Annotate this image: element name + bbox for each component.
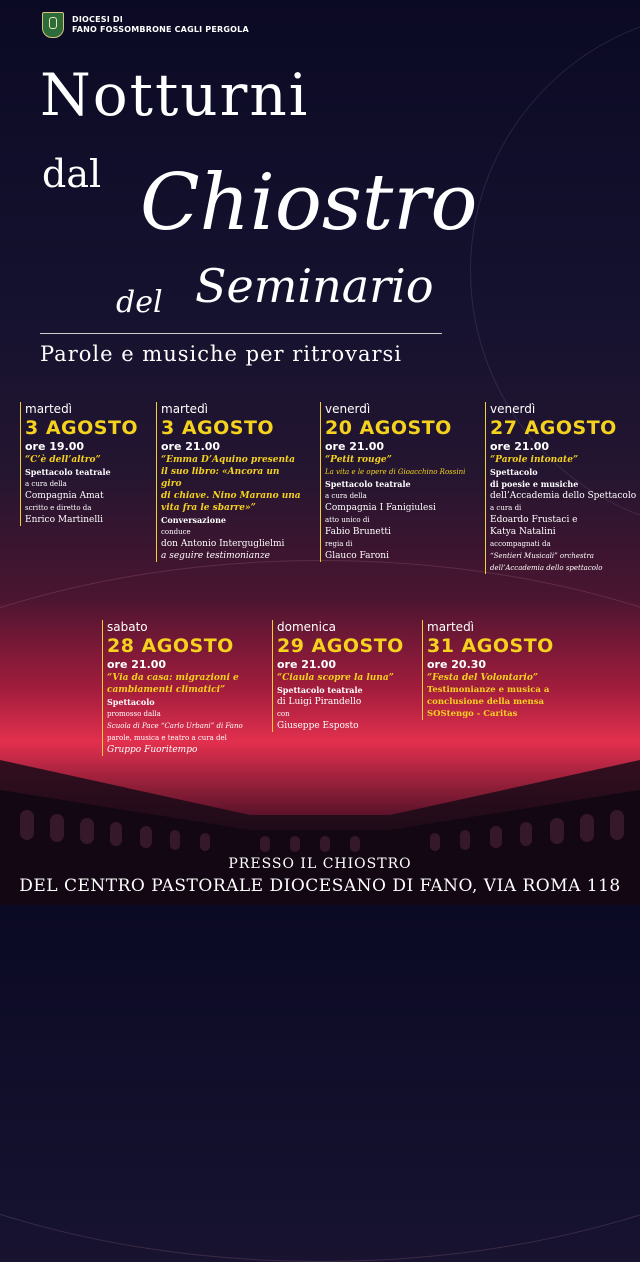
diocese-crest-icon	[42, 12, 64, 38]
event-date: 29 AGOSTO	[277, 635, 404, 657]
event-author: di Luigi Pirandello	[277, 697, 362, 707]
event-type: Spettacolo	[107, 697, 155, 707]
event-time: ore 20.30	[427, 658, 487, 671]
event-day: martedì	[427, 620, 475, 634]
event-date: 3 AGOSTO	[25, 417, 139, 439]
event-title: “C’è dell’altro”	[25, 455, 101, 465]
event-type: Spettacolo teatrale	[25, 467, 111, 477]
event-note: Scuola di Pace “Carlo Urbani” di Fano	[107, 722, 243, 730]
diocese-line-1: DIOCESI DI	[72, 15, 123, 24]
event-person: don Antonio Interguglielmi	[161, 539, 285, 549]
title-chiostro: Chiostro	[140, 158, 478, 248]
event-person: Giuseppe Esposto	[277, 721, 359, 731]
title-divider	[40, 333, 442, 334]
event-title: di chiave. Nino Marano una	[161, 491, 301, 501]
event-time: ore 21.00	[107, 658, 167, 671]
event-note: a cura della	[25, 480, 67, 488]
event-card	[272, 620, 417, 732]
event-title: “Parole intonate”	[490, 455, 579, 465]
event-date: 28 AGOSTO	[107, 635, 234, 657]
event-company: dell’Accademia dello Spettacolo	[490, 491, 637, 501]
event-day: domenica	[277, 620, 336, 634]
event-note: atto unico di	[325, 516, 370, 524]
event-type: Testimonianze e musica a	[427, 685, 550, 695]
event-type: Spettacolo teatrale	[325, 479, 411, 489]
event-card	[102, 620, 272, 756]
event-card	[320, 402, 475, 562]
event-person: Edoardo Frustaci e	[490, 515, 578, 525]
title-dal: dal	[42, 152, 102, 196]
event-date: 3 AGOSTO	[161, 417, 275, 439]
event-type: conclusione della mensa	[427, 697, 544, 707]
venue-line-2: DEL CENTRO PASTORALE DIOCESANO DI FANO, VIA ROMA 118	[19, 876, 621, 896]
event-note: scritto e diretto da	[25, 504, 92, 512]
event-type: di poesie e musiche	[490, 479, 579, 489]
event-type: Spettacolo	[490, 467, 538, 477]
event-note: accompagnati da	[490, 540, 551, 548]
title-seminario: Seminario	[195, 259, 434, 313]
event-time: ore 21.00	[325, 440, 385, 453]
event-title: il suo libro: «Ancora un giro	[161, 467, 280, 489]
event-date: 20 AGOSTO	[325, 417, 452, 439]
event-title: “Ciaula scopre la luna”	[277, 673, 394, 683]
event-day: venerdì	[490, 402, 536, 416]
event-person: Glauco Faroni	[325, 551, 389, 561]
event-card	[485, 402, 638, 574]
event-note: conduce	[161, 528, 191, 536]
event-note: a cura di	[490, 504, 522, 512]
event-person: Enrico Martinelli	[25, 515, 104, 525]
event-title: vita fra le sbarre»”	[161, 503, 256, 513]
event-type: Conversazione	[161, 515, 226, 525]
event-time: ore 21.00	[490, 440, 550, 453]
event-title: “Emma D’Aquino presenta	[161, 455, 295, 465]
event-note: parole, musica e teatro a cura del	[107, 734, 227, 742]
event-day: sabato	[107, 620, 148, 634]
event-card	[422, 620, 577, 720]
event-note: a cura della	[325, 492, 367, 500]
event-subtitle: La vita e le opere di Gioacchino Rossini	[325, 468, 466, 476]
event-date: 27 AGOSTO	[490, 417, 617, 439]
event-note: dell’Accademia dello spettacolo	[490, 564, 603, 572]
event-note: promosso dalla	[107, 710, 161, 718]
diocese-header	[42, 12, 249, 38]
event-note: a seguire testimonianze	[161, 551, 271, 561]
event-day: venerdì	[325, 402, 371, 416]
event-date: 31 AGOSTO	[427, 635, 554, 657]
event-time: ore 21.00	[277, 658, 337, 671]
event-title: “Petit rouge”	[325, 455, 392, 465]
event-note: regia di	[325, 540, 353, 548]
event-company: Gruppo Fuoritempo	[107, 745, 198, 755]
event-day: martedì	[25, 402, 73, 416]
venue-line-1: PRESSO IL CHIOSTRO	[228, 856, 412, 872]
event-note: con	[277, 710, 290, 718]
event-note: “Sentieri Musicali” orchestra	[490, 552, 594, 560]
diocese-line-2: FANO FOSSOMBRONE CAGLI PERGOLA	[72, 25, 249, 34]
event-person: Katya Natalini	[490, 527, 556, 537]
event-card	[20, 402, 155, 526]
event-person: Fabio Brunetti	[325, 527, 391, 537]
event-title: “Via da casa: migrazioni e	[107, 673, 239, 683]
event-title: “Festa del Volontario”	[427, 673, 539, 683]
diocese-name	[72, 15, 249, 35]
event-day: martedì	[161, 402, 209, 416]
event-time: ore 21.00	[161, 440, 221, 453]
title-del: del	[116, 285, 163, 320]
event-title: cambiamenti climatici”	[107, 685, 226, 695]
event-company: Compagnia I Fanigiulesi	[325, 503, 436, 513]
event-type: Spettacolo teatrale	[277, 685, 363, 695]
event-time: ore 19.00	[25, 440, 85, 453]
title-notturni: Notturni	[40, 61, 310, 129]
event-type: SOStengo - Caritas	[427, 709, 518, 719]
event-company: Compagnia Amat	[25, 491, 104, 501]
event-card	[156, 402, 301, 562]
subtitle: Parole e musiche per ritrovarsi	[40, 342, 403, 366]
